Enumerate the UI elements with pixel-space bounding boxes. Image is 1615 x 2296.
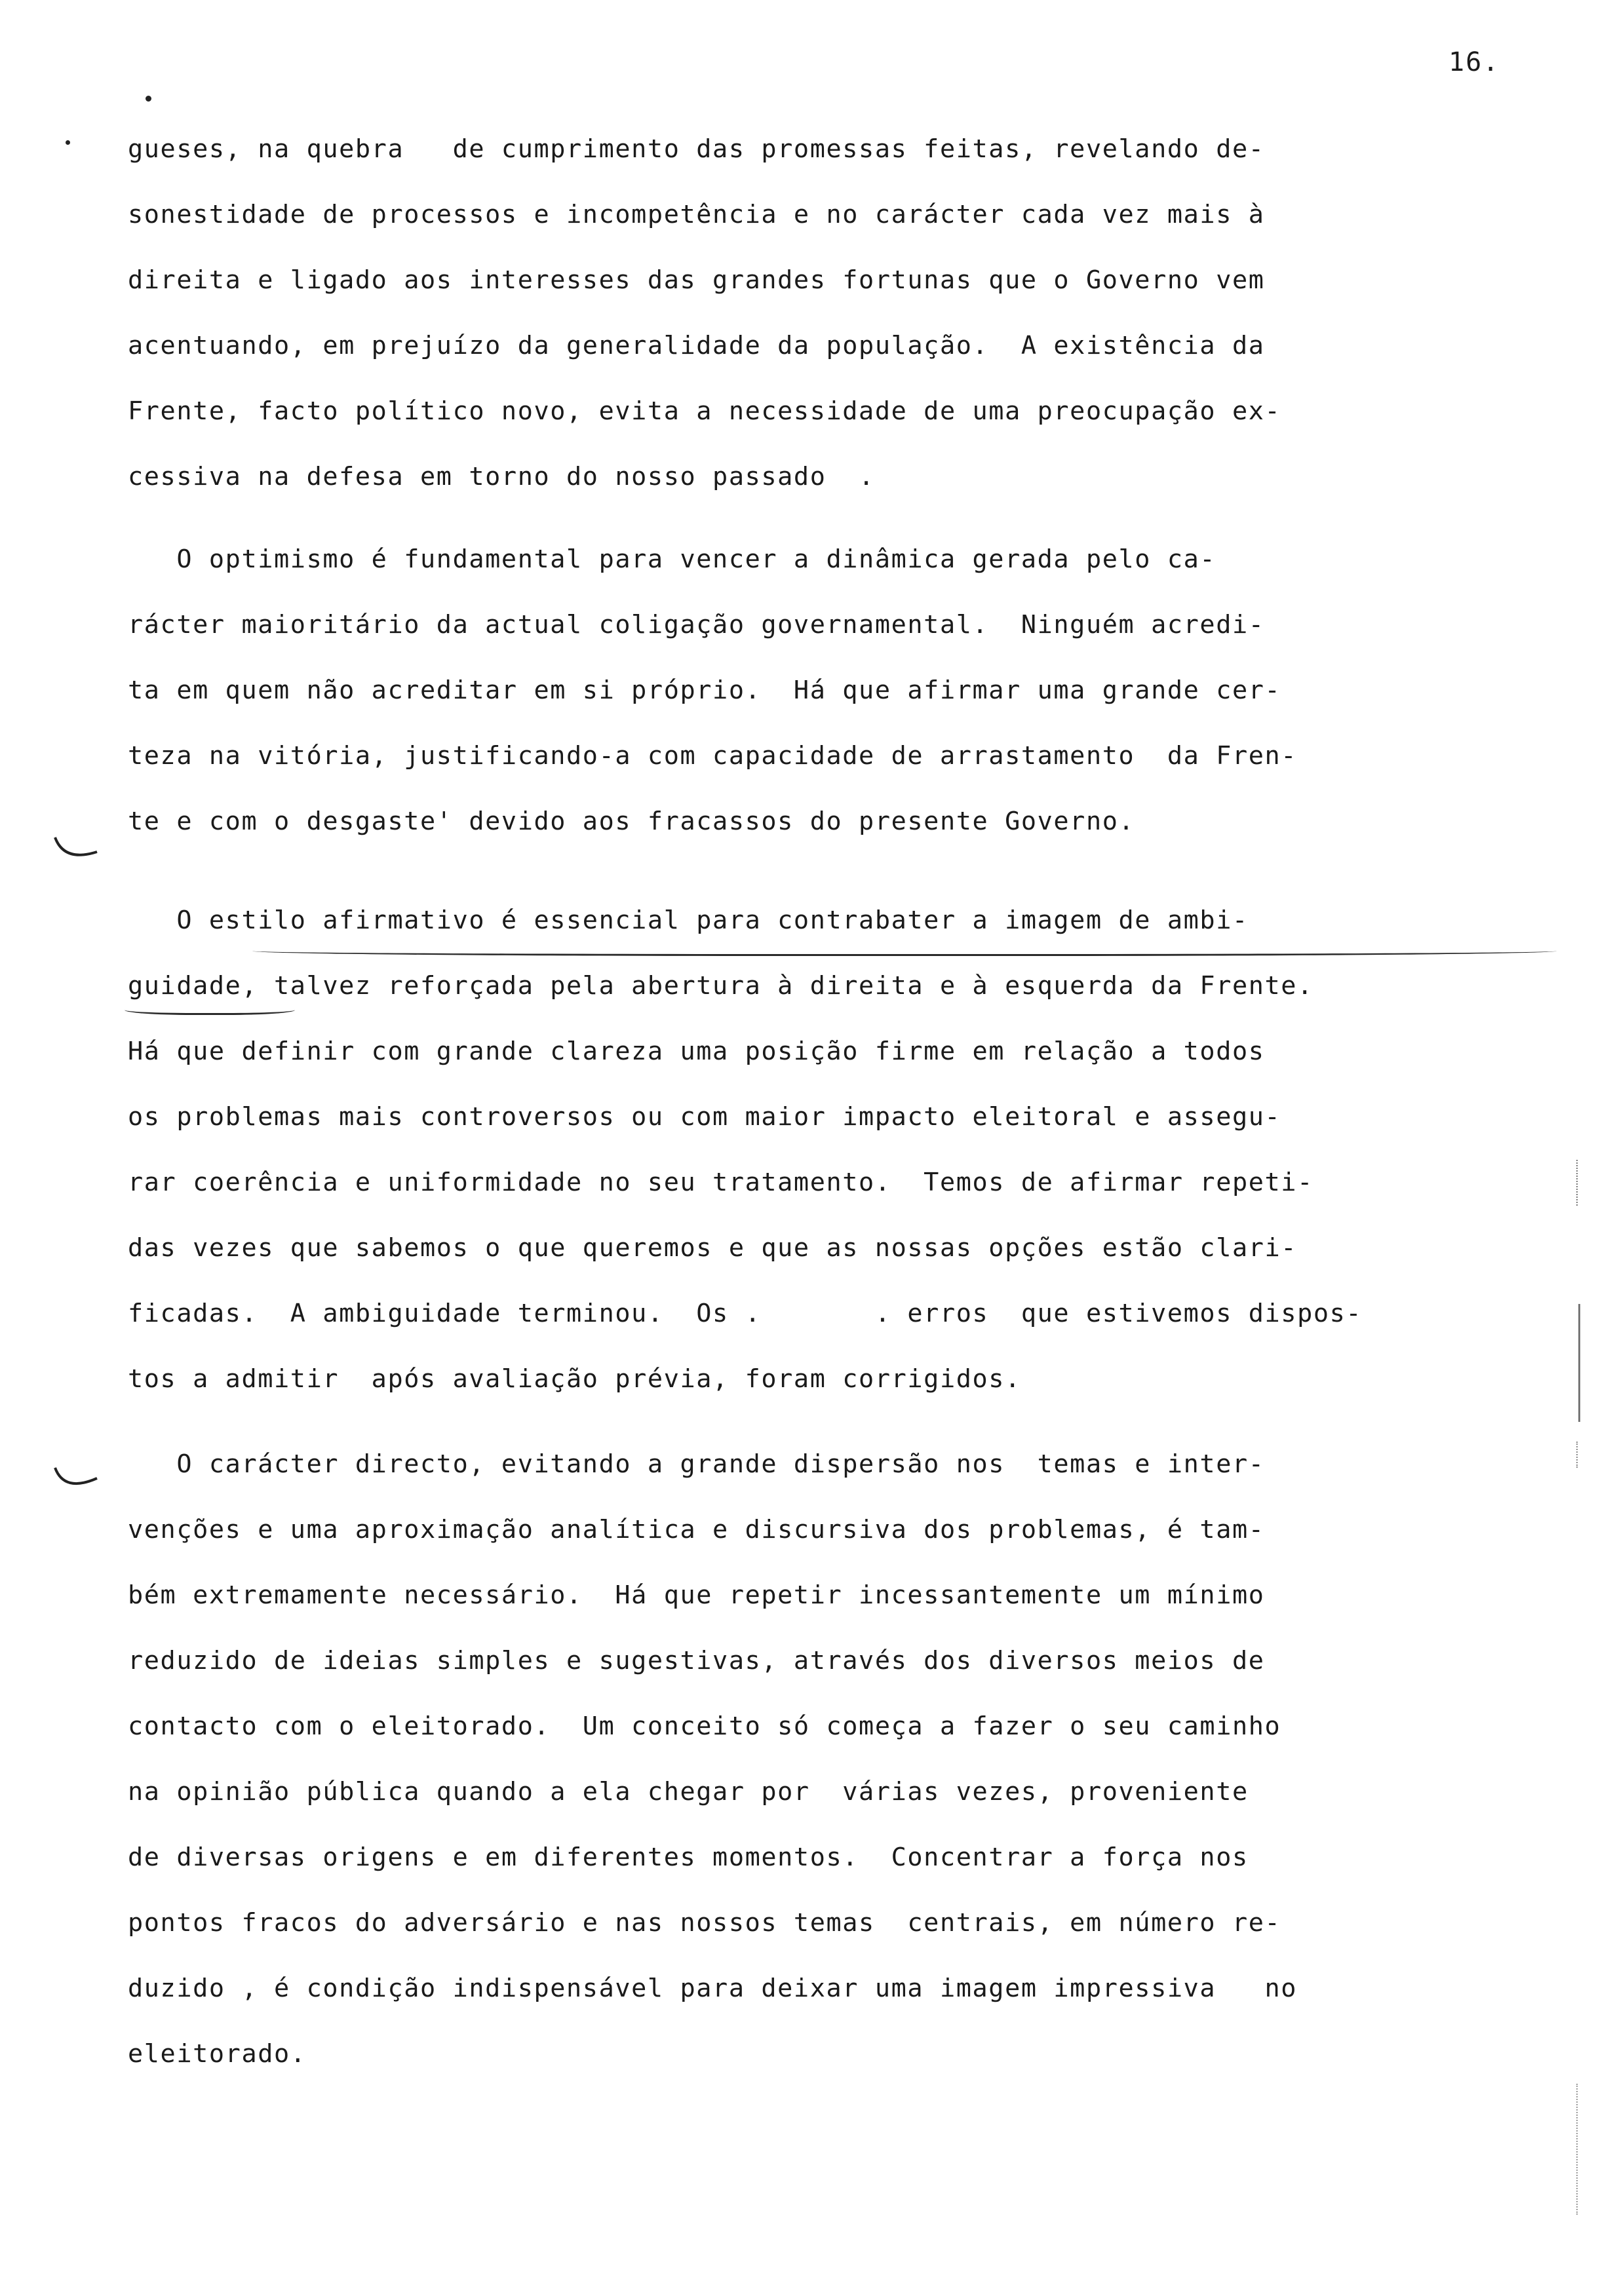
text-line: guidade, talvez reforçada pela abertura à direita e à esquerda da Frente. bbox=[128, 971, 1313, 1001]
text-line: ta em quem não acreditar em si próprio. Há que afirmar uma grande cer- bbox=[128, 676, 1281, 705]
text-line: te e com o desgaste' devido aos fracassos do presente Governo. bbox=[128, 807, 1135, 836]
margin-dot-mark bbox=[66, 140, 70, 145]
paragraph-3 bbox=[128, 888, 1570, 1412]
text-line: pontos fracos do adversário e nas nossos temas centrais, em número re- bbox=[128, 1908, 1281, 1938]
scan-edge-mark bbox=[1576, 1160, 1582, 1206]
text-line: sonestidade de processos e incompetência e no carácter cada vez mais à bbox=[128, 200, 1265, 229]
margin-check-mark bbox=[51, 1463, 110, 1502]
text-line: bém extremamente necessário. Há que repetir incessantemente um mínimo bbox=[128, 1580, 1265, 1610]
page-number: 16. bbox=[1449, 47, 1500, 77]
text-line: tos a admitir após avaliação prévia, foram corrigidos. bbox=[128, 1364, 1021, 1394]
paragraph-4 bbox=[128, 1432, 1570, 2087]
text-line: acentuando, em prejuízo da generalidade da população. A existência da bbox=[128, 331, 1265, 360]
text-line: de diversas origens e em diferentes momentos. Concentrar a força nos bbox=[128, 1843, 1249, 1872]
text-line: contacto com o eleitorado. Um conceito só começa a fazer o seu caminho bbox=[128, 1712, 1281, 1741]
scan-edge-mark bbox=[1576, 1442, 1582, 1468]
text-line: das vezes que sabemos o que queremos e que as nossas opções estão clari- bbox=[128, 1233, 1298, 1263]
text-line: os problemas mais controversos ou com maior impacto eleitoral e assegu- bbox=[128, 1102, 1281, 1132]
paragraph-1 bbox=[128, 117, 1570, 510]
text-line: cessiva na defesa em torno do nosso passado . bbox=[128, 462, 875, 491]
margin-dot-mark bbox=[146, 96, 151, 102]
scan-edge-mark bbox=[1578, 1304, 1584, 1422]
margin-check-mark bbox=[51, 832, 110, 871]
text-line: venções e uma aproximação analítica e discursiva dos problemas, é tam- bbox=[128, 1515, 1265, 1544]
text-line: na opinião pública quando a ela chegar por várias vezes, proveniente bbox=[128, 1777, 1249, 1807]
text-line: eleitorado. bbox=[128, 2039, 307, 2069]
text-line: reduzido de ideias simples e sugestivas, através dos diversos meios de bbox=[128, 1646, 1265, 1675]
text-line: teza na vitória, justificando-a com capacidade de arrastamento da Fren- bbox=[128, 741, 1298, 771]
text-line: gueses, na quebra de cumprimento das promessas feitas, revelando de- bbox=[128, 134, 1265, 164]
scan-edge-mark bbox=[1576, 2084, 1582, 2215]
text-line: duzido , é condição indispensável para deixar uma imagem impressiva no bbox=[128, 1974, 1298, 2003]
text-line: O estilo afirmativo é essencial para contrabater a imagem de ambi- bbox=[128, 906, 1249, 935]
text-line: rácter maioritário da actual coligação governamental. Ninguém acredi- bbox=[128, 610, 1265, 640]
paragraph-2 bbox=[128, 527, 1570, 854]
text-line: rar coerência e uniformidade no seu tratamento. Temos de afirmar repeti- bbox=[128, 1168, 1313, 1197]
text-line: Frente, facto político novo, evita a necessidade de uma preocupação ex- bbox=[128, 396, 1281, 426]
text-line: O carácter directo, evitando a grande dispersão nos temas e inter- bbox=[128, 1449, 1265, 1479]
text-line: ficadas. A ambiguidade terminou. Os . . erros que estivemos dispos- bbox=[128, 1299, 1363, 1328]
text-line: O optimismo é fundamental para vencer a dinâmica gerada pelo ca- bbox=[128, 545, 1216, 574]
text-line: Há que definir com grande clareza uma posição firme em relação a todos bbox=[128, 1037, 1265, 1066]
text-line: direita e ligado aos interesses das grandes fortunas que o Governo vem bbox=[128, 265, 1265, 295]
